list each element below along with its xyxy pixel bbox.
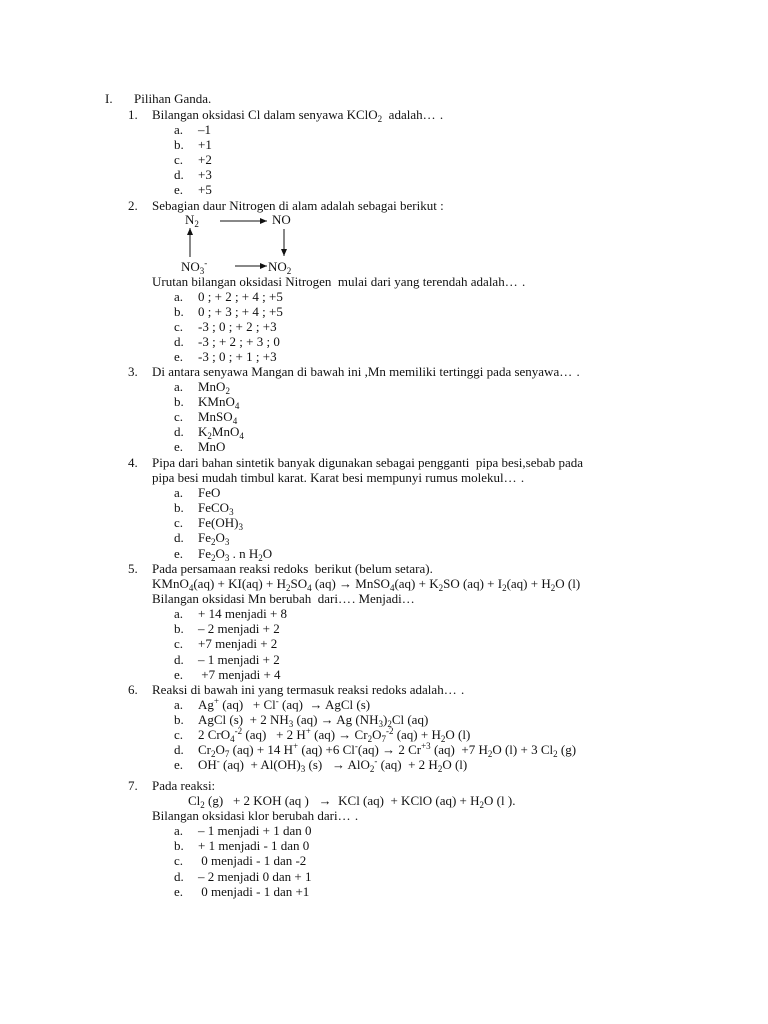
- question-stem: Sebagian daur Nitrogen di alam adalah sebagai berikut :: [152, 198, 444, 213]
- option-text: AgCl (s) + 2 $NH_3$ (aq) → Ag $(NH_3)_2Cl$ (aq): [198, 712, 429, 730]
- question-6: [128, 682, 688, 773]
- option-text: OH- $(aq) + Al(OH)_3$ (s) → AlO$_2$- (aq) + 2 $H_2O$ (l): [198, 756, 468, 775]
- option-letter: c.: [174, 319, 184, 335]
- option-list: [174, 485, 688, 563]
- answer-option: [174, 439, 688, 454]
- option-text: + 14 menjadi + 8: [198, 606, 288, 622]
- option-text: $Fe_2O_3$: [198, 530, 230, 548]
- question-number: 1.: [128, 107, 138, 122]
- option-text: +7 menjadi + 4: [198, 666, 281, 682]
- answer-option: [174, 319, 688, 334]
- answer-option: [174, 621, 688, 636]
- answer-option: [174, 167, 688, 182]
- option-letter: e.: [174, 349, 184, 365]
- option-text: 0 ; + 2 ; + 4 ; +5: [198, 289, 283, 305]
- option-text: FeCO$_3$: [198, 500, 234, 518]
- option-letter: b.: [174, 304, 184, 320]
- option-letter: d.: [174, 167, 184, 183]
- option-list: [174, 606, 688, 681]
- option-list: [174, 122, 688, 197]
- question-4: [128, 455, 688, 561]
- option-text: – 2 menjadi + 2: [198, 621, 280, 637]
- answer-option: [174, 838, 688, 853]
- option-letter: c.: [174, 636, 184, 652]
- option-letter: a.: [174, 485, 184, 501]
- option-letter: b.: [174, 394, 184, 410]
- question-3: [128, 364, 688, 455]
- option-text: FeO: [198, 485, 221, 501]
- answer-option: [174, 606, 688, 621]
- answer-option: [174, 652, 688, 667]
- answer-option: [174, 823, 688, 838]
- option-letter: e.: [174, 883, 184, 899]
- question-stem-continued: pipa besi mudah timbul karat. Karat besi mempunyi rumus molekul… .: [152, 470, 525, 486]
- option-letter: d.: [174, 334, 184, 350]
- answer-option: [174, 869, 688, 884]
- question-number: 3.: [128, 364, 138, 379]
- question-stem: Reaksi di bawah ini yang termasuk reaksi redoks adalah… .: [152, 682, 465, 697]
- question-number: 7.: [128, 778, 138, 793]
- answer-option: [174, 334, 688, 349]
- option-text: $Cr_2O_7$ (aq) + 14 H+ (aq) +6 Cl-(aq) → 2 $Cr^{+3}$ (aq) +7 $H_2O$ (l) + 3 $Cl_2$ (g): [198, 741, 577, 760]
- option-text: +1: [198, 137, 212, 153]
- option-text: $K_2MnO_4$: [198, 424, 244, 442]
- option-list: [174, 289, 688, 364]
- option-letter: e.: [174, 439, 184, 455]
- question-number: 5.: [128, 561, 138, 576]
- answer-option: [174, 349, 688, 364]
- answer-option: [174, 424, 688, 442]
- answer-option: [174, 546, 688, 561]
- answer-option: [174, 636, 688, 651]
- option-letter: b.: [174, 838, 184, 854]
- option-letter: d.: [174, 424, 184, 440]
- answer-option: [174, 530, 688, 548]
- option-letter: a.: [174, 379, 184, 395]
- node-no: NO: [272, 212, 291, 227]
- option-letter: c.: [174, 409, 184, 425]
- option-letter: e.: [174, 757, 184, 773]
- option-letter: a.: [174, 697, 184, 713]
- answer-option: [174, 485, 688, 500]
- option-text: – 1 menjadi + 1 dan 0: [198, 823, 312, 839]
- question-prompt: Bilangan oksidasi klor berubah dari… .: [152, 808, 359, 824]
- node-no3: $NO_3^-$: [181, 258, 208, 276]
- answer-option: [174, 152, 688, 167]
- reaction-equation: KMnO$_4$(aq) + $KI(aq) + H_2SO_4$ (aq) → MnSO$_4$(aq) + $K_2SO$ $(aq) + I_2(aq) + H_2O$ (l): [152, 576, 581, 594]
- option-text: 2 CrO$_4^{-2}$ (aq) + 2 H+ $(aq) \to Cr_2O_7^{-2}$ $(aq) + H_2O$ (l): [198, 726, 471, 745]
- answer-option: [174, 726, 688, 745]
- answer-option: [174, 182, 688, 197]
- section-heading: [105, 91, 211, 106]
- section-number: I.: [105, 91, 113, 106]
- section-title: Pilihan Ganda.: [134, 91, 212, 106]
- option-text: $Fe_2O_3$ . n $H_2O$: [198, 545, 273, 563]
- option-text: –1: [198, 122, 211, 138]
- question-2: [128, 198, 688, 213]
- option-text: -3 ; 0 ; + 2 ; +3: [198, 319, 277, 335]
- answer-option: [174, 379, 688, 397]
- question-stem: Di antara senyawa Mangan di bawah ini ,Mn memiliki tertinggi pada senyawa… .: [152, 364, 580, 379]
- option-letter: b.: [174, 712, 184, 728]
- answer-option: [174, 122, 688, 137]
- answer-option: [174, 515, 688, 533]
- option-list: [174, 379, 688, 454]
- option-text: + 1 menjadi - 1 dan 0: [198, 838, 310, 854]
- answer-option: [174, 667, 688, 682]
- option-list: [174, 823, 688, 898]
- question-number: 2.: [128, 198, 138, 213]
- answer-option: [174, 394, 688, 412]
- option-text: MnSO$_4$: [198, 409, 238, 427]
- option-text: Ag+ (aq) + Cl- (aq) → AgCl (s): [198, 696, 371, 713]
- option-text: +7 menjadi + 2: [198, 636, 278, 652]
- option-letter: a.: [174, 122, 184, 138]
- option-letter: b.: [174, 500, 184, 516]
- option-list: [174, 696, 688, 775]
- option-letter: a.: [174, 289, 184, 305]
- question-stem: Pipa dari bahan sintetik banyak digunakan sebagai pengganti pipa besi,sebab pada: [152, 455, 584, 470]
- option-text: KMnO$_4$: [198, 394, 240, 412]
- option-letter: d.: [174, 530, 184, 546]
- option-text: $Fe(OH)_3$: [198, 515, 243, 533]
- answer-option: [174, 289, 688, 304]
- question-prompt: Bilangan oksidasi Mn berubah dari…. Menjadi…: [152, 591, 416, 607]
- question-stem: Pada reaksi:: [152, 778, 216, 793]
- option-text: +3: [198, 167, 212, 183]
- option-letter: e.: [174, 545, 184, 561]
- node-n2: $N_2$: [185, 212, 199, 229]
- option-text: +5: [198, 182, 212, 198]
- answer-option: [174, 697, 688, 712]
- option-letter: c.: [174, 853, 184, 869]
- option-letter: c.: [174, 727, 184, 743]
- question-1: [128, 107, 688, 198]
- option-text: -3 ; + 2 ; + 3 ; 0: [198, 334, 280, 350]
- reaction-equation: $Cl_2$ (g) + 2 KOH (aq ) → KCl (aq) + KClO $(aq) + H_2O$ (l ).: [188, 793, 516, 811]
- question-number: 6.: [128, 682, 138, 697]
- answer-option: [174, 853, 688, 868]
- option-text: – 1 menjadi + 2: [198, 651, 280, 667]
- option-text: MnO$_2$: [198, 379, 230, 397]
- option-letter: c.: [174, 152, 184, 168]
- option-text: 0 ; + 3 ; + 4 ; +5: [198, 304, 283, 320]
- option-letter: b.: [174, 137, 184, 153]
- option-letter: a.: [174, 606, 184, 622]
- option-text: 0 menjadi - 1 dan +1: [198, 883, 310, 899]
- option-text: +2: [198, 152, 212, 168]
- option-letter: a.: [174, 823, 184, 839]
- option-text: MnO: [198, 439, 226, 455]
- answer-option: [174, 756, 688, 775]
- question-stem: Bilangan oksidasi Cl dalam senyawa KClO$_2$ adalah… .: [152, 107, 444, 124]
- answer-option: [174, 712, 688, 730]
- answer-option: [174, 137, 688, 152]
- question-number: 4.: [128, 455, 138, 470]
- question-2-continued: [128, 274, 688, 365]
- answer-option: [174, 741, 688, 760]
- option-letter: d.: [174, 651, 184, 667]
- option-letter: d.: [174, 868, 184, 884]
- option-text: -3 ; 0 ; + 1 ; +3: [198, 349, 277, 365]
- option-letter: e.: [174, 182, 184, 198]
- option-letter: d.: [174, 742, 184, 758]
- answer-option: [174, 884, 688, 899]
- option-letter: c.: [174, 515, 184, 531]
- answer-option: [174, 304, 688, 319]
- option-text: – 2 menjadi 0 dan + 1: [198, 868, 312, 884]
- question-7: [128, 778, 688, 899]
- nitrogen-cycle-diagram: [176, 212, 316, 274]
- answer-option: [174, 500, 688, 518]
- question-stem: Pada persamaan reaksi redoks berikut (belum setara).: [152, 561, 433, 576]
- option-letter: b.: [174, 621, 184, 637]
- question-prompt: Urutan bilangan oksidasi Nitrogen mulai dari yang terendah adalah… .: [152, 274, 526, 289]
- node-no2: $NO_2$: [268, 259, 292, 276]
- option-text: 0 menjadi - 1 dan -2: [198, 853, 307, 869]
- option-letter: e.: [174, 666, 184, 682]
- question-5: [128, 561, 688, 682]
- answer-option: [174, 409, 688, 427]
